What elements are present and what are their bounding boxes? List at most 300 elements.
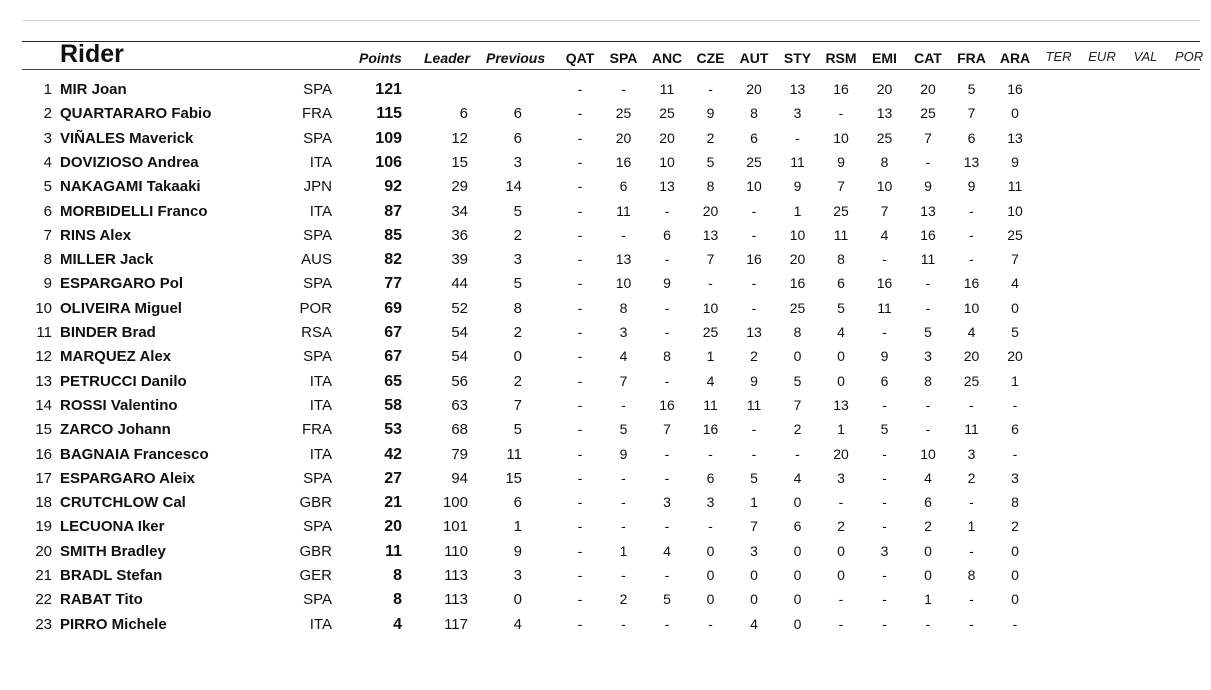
race-result-fra: -: [969, 226, 974, 243]
race-result-cat: 3: [924, 348, 932, 365]
gap-to-leader: 113: [444, 567, 468, 584]
rider-position: 13: [35, 372, 52, 390]
rider-points: 4: [393, 615, 402, 633]
race-result-fra: 9: [967, 178, 976, 195]
race-result-fra: 25: [963, 372, 980, 389]
race-result-ara: 0: [1011, 567, 1019, 583]
race-result-qat: -: [577, 421, 583, 438]
race-result-sty: 6: [793, 518, 802, 535]
gap-to-leader: 54: [451, 324, 468, 341]
race-result-spa: -: [621, 567, 626, 583]
rider-name: PETRUCCI Danilo: [60, 372, 187, 390]
rider-position: 4: [43, 153, 52, 171]
race-result-emi: 8: [880, 153, 889, 170]
table-row: [0, 82, 1200, 106]
table-row: [0, 398, 1200, 422]
race-result-ara: 0: [1011, 591, 1019, 608]
race-result-spa: -: [621, 81, 626, 97]
gap-to-leader: 36: [451, 226, 468, 244]
header-underline: [22, 69, 1200, 70]
race-result-rsm: 9: [837, 153, 845, 170]
race-result-aut: -: [751, 202, 757, 219]
rider-position: 20: [35, 542, 52, 560]
race-header-cze: CZE: [696, 50, 725, 66]
rider-nation: SPA: [303, 469, 332, 487]
gap-to-leader: 52: [451, 299, 468, 317]
race-result-sty: 0: [793, 591, 802, 608]
race-header-rsm: RSM: [825, 50, 857, 66]
rider-nation: FRA: [302, 421, 332, 439]
rider-points: 69: [384, 299, 402, 317]
race-result-spa: 11: [616, 202, 631, 219]
rider-nation: SPA: [303, 518, 332, 536]
rider-nation: RSA: [301, 324, 332, 341]
race-result-cze: 3: [706, 494, 715, 511]
race-result-rsm: 5: [837, 299, 845, 316]
rider-position: 7: [43, 226, 52, 244]
rider-position: 10: [35, 299, 52, 317]
table-row: [0, 301, 1200, 325]
race-result-spa: 13: [615, 251, 632, 268]
race-result-spa: 4: [619, 348, 628, 365]
race-result-rsm: 20: [833, 445, 849, 462]
gap-to-previous: 5: [513, 421, 522, 439]
race-result-qat: -: [577, 396, 583, 413]
race-result-cze: 4: [706, 372, 715, 389]
race-result-emi: 6: [880, 372, 889, 389]
race-result-aut: 6: [750, 129, 758, 146]
race-result-aut: 0: [750, 591, 758, 608]
race-result-emi: -: [882, 494, 887, 511]
race-result-emi: -: [882, 591, 887, 608]
gap-to-leader: 94: [451, 469, 468, 487]
top-divider: [22, 20, 1200, 21]
race-result-aut: 3: [750, 542, 758, 559]
table-row: [0, 325, 1200, 349]
race-result-cze: 25: [702, 324, 719, 340]
race-result-emi: 4: [880, 226, 889, 243]
table-row: [0, 617, 1200, 641]
race-result-cze: -: [708, 275, 713, 292]
rider-nation: JPN: [303, 178, 332, 196]
race-result-fra: 1: [967, 518, 976, 535]
rider-points: 121: [375, 81, 402, 98]
race-result-sty: 20: [789, 251, 806, 268]
race-result-aut: 4: [750, 615, 758, 632]
race-result-qat: -: [577, 324, 583, 340]
gap-to-previous: 2: [513, 324, 522, 341]
gap-to-previous: 5: [513, 275, 522, 293]
race-result-sty: 0: [793, 567, 802, 583]
race-result-spa: -: [621, 615, 626, 632]
race-result-aut: 7: [750, 518, 758, 535]
race-result-rsm: 0: [837, 372, 845, 389]
race-result-rsm: 3: [837, 469, 845, 486]
rider-name: DOVIZIOSO Andrea: [60, 153, 199, 171]
race-result-qat: -: [577, 591, 583, 608]
race-result-fra: -: [969, 591, 974, 608]
race-result-anc: 8: [663, 348, 671, 365]
race-result-cze: 16: [702, 421, 719, 438]
race-result-rsm: 13: [833, 396, 849, 413]
race-result-anc: -: [664, 202, 670, 219]
rider-position: 3: [43, 129, 52, 147]
race-result-sty: 1: [793, 202, 802, 219]
rider-position: 22: [35, 591, 52, 609]
gap-to-previous: 2: [513, 372, 522, 390]
race-result-fra: 4: [967, 324, 976, 340]
race-result-aut: 20: [746, 81, 762, 97]
race-result-spa: 9: [619, 445, 628, 462]
race-result-cat: 7: [924, 129, 932, 146]
race-result-cze: -: [708, 81, 713, 97]
race-result-rsm: -: [838, 591, 844, 608]
race-result-ara: 11: [1007, 178, 1023, 195]
gap-to-leader: 29: [451, 178, 468, 196]
race-result-ara: 20: [1007, 348, 1023, 365]
race-result-spa: 6: [619, 178, 628, 195]
rider-name: MARQUEZ Alex: [60, 348, 172, 366]
rider-nation: ITA: [309, 396, 332, 414]
gap-to-leader: 101: [442, 518, 468, 536]
leader-column-header: Leader: [424, 50, 470, 66]
race-result-cat: 4: [924, 469, 932, 486]
race-result-spa: -: [621, 518, 626, 535]
rider-position: 15: [35, 421, 52, 439]
race-result-fra: 11: [964, 421, 979, 438]
race-result-sty: 0: [793, 542, 802, 559]
race-result-aut: 25: [746, 153, 762, 170]
race-result-spa: 10: [615, 275, 632, 292]
race-result-rsm: 0: [837, 542, 845, 559]
rider-position: 23: [35, 615, 52, 633]
race-result-cat: 20: [920, 81, 936, 97]
race-result-emi: 3: [880, 542, 889, 559]
race-result-qat: -: [577, 275, 583, 292]
previous-column-header: Previous: [486, 50, 546, 66]
race-result-cat: 5: [924, 324, 932, 340]
race-header-aut: AUT: [739, 50, 769, 66]
race-result-anc: 13: [659, 178, 675, 195]
race-result-aut: -: [751, 445, 757, 462]
race-result-qat: -: [577, 372, 583, 389]
race-result-rsm: 11: [833, 226, 849, 243]
race-header-emi: EMI: [872, 50, 897, 66]
race-header-spa: SPA: [609, 50, 638, 66]
rider-name: BAGNAIA Francesco: [60, 445, 209, 463]
race-result-spa: 1: [619, 542, 628, 559]
race-result-spa: 8: [619, 299, 628, 316]
race-result-qat: -: [577, 129, 583, 146]
table-row: [0, 252, 1200, 276]
race-result-spa: 7: [619, 372, 628, 389]
race-result-aut: 16: [746, 251, 762, 268]
gap-to-leader: 100: [442, 494, 468, 512]
rider-name: PIRRO Michele: [60, 615, 167, 633]
table-row: [0, 228, 1200, 252]
race-result-sty: 7: [793, 396, 802, 413]
future-race-header-val: VAL: [1133, 49, 1158, 64]
race-result-ara: 5: [1011, 324, 1019, 340]
race-result-fra: 20: [963, 348, 980, 365]
race-result-cze: 20: [702, 202, 719, 219]
rider-position: 1: [43, 81, 52, 98]
race-result-ara: -: [1012, 445, 1018, 462]
race-result-anc: 9: [663, 275, 671, 292]
race-result-cze: -: [708, 518, 713, 535]
race-result-qat: -: [577, 251, 583, 268]
rider-nation: GBR: [299, 494, 332, 512]
table-row: [0, 592, 1200, 616]
gap-to-previous: 11: [506, 445, 522, 463]
table-row: [0, 276, 1200, 300]
gap-to-previous: 2: [513, 226, 522, 244]
rider-name: NAKAGAMI Takaaki: [60, 178, 201, 196]
race-result-aut: 8: [750, 105, 758, 122]
race-result-sty: 8: [793, 324, 802, 340]
race-result-rsm: 25: [833, 202, 849, 219]
gap-to-leader: 110: [444, 542, 468, 560]
gap-to-leader: 63: [451, 396, 468, 414]
rider-position: 8: [43, 251, 52, 269]
race-result-anc: 25: [659, 105, 675, 122]
rider-name: MILLER Jack: [60, 251, 154, 269]
race-result-cat: 16: [920, 226, 936, 243]
race-result-rsm: 1: [837, 421, 845, 438]
race-result-cat: -: [925, 421, 931, 438]
rider-name: SMITH Bradley: [60, 542, 166, 560]
rider-nation: SPA: [303, 129, 332, 147]
race-result-cat: 11: [920, 251, 936, 268]
table-row: [0, 447, 1200, 471]
race-result-ara: 3: [1011, 469, 1019, 486]
race-result-cat: 10: [920, 445, 936, 462]
rider-name: RINS Alex: [60, 226, 132, 244]
race-result-spa: -: [621, 396, 626, 413]
table-row: [0, 471, 1200, 495]
rider-position: 19: [35, 518, 52, 536]
table-row: [0, 544, 1200, 568]
race-result-sty: 9: [793, 178, 802, 195]
race-result-sty: 5: [793, 372, 802, 389]
race-result-anc: -: [664, 518, 670, 535]
race-result-cze: 7: [706, 251, 715, 268]
race-result-ara: 7: [1011, 251, 1019, 268]
rider-position: 12: [35, 348, 52, 366]
race-result-qat: -: [577, 226, 583, 243]
rider-position: 5: [43, 178, 52, 196]
race-result-ara: -: [1012, 396, 1018, 413]
future-race-header-por: POR: [1174, 49, 1204, 64]
table-row: [0, 204, 1200, 228]
race-result-ara: 0: [1011, 105, 1019, 122]
race-result-spa: 5: [619, 421, 628, 438]
race-result-fra: 13: [963, 153, 980, 170]
table-row: [0, 568, 1200, 592]
race-result-qat: -: [577, 494, 583, 511]
race-result-emi: 5: [880, 421, 889, 438]
race-result-spa: -: [621, 226, 626, 243]
race-result-aut: 13: [746, 324, 762, 340]
race-result-aut: 0: [750, 567, 758, 583]
race-result-aut: 11: [746, 396, 762, 413]
race-result-aut: 2: [750, 348, 758, 365]
rider-position: 18: [35, 494, 52, 512]
race-result-qat: -: [577, 105, 583, 122]
race-result-ara: -: [1012, 615, 1018, 632]
race-result-cat: 25: [920, 105, 936, 122]
rider-points: 27: [384, 469, 402, 487]
race-result-sty: 16: [789, 275, 806, 292]
race-header-anc: ANC: [651, 50, 683, 66]
race-result-cat: 2: [924, 518, 932, 535]
rider-nation: SPA: [303, 81, 332, 98]
gap-to-leader: 15: [451, 153, 468, 171]
race-result-qat: -: [577, 567, 583, 583]
gap-to-previous: 1: [513, 518, 522, 536]
rider-name: BINDER Brad: [60, 324, 156, 341]
table-row: [0, 495, 1200, 519]
race-result-aut: 10: [746, 178, 762, 195]
race-result-rsm: 6: [837, 275, 845, 292]
race-result-rsm: 8: [837, 251, 845, 268]
rider-name: MIR Joan: [60, 81, 127, 98]
race-result-cat: 1: [924, 591, 932, 608]
rider-name: RABAT Tito: [60, 591, 143, 609]
rider-position: 9: [43, 275, 52, 293]
race-result-emi: -: [882, 615, 887, 632]
race-result-cat: 0: [924, 542, 932, 559]
rider-nation: POR: [299, 299, 332, 317]
gap-to-leader: 68: [451, 421, 468, 439]
rider-nation: SPA: [303, 275, 332, 293]
rider-points: 67: [384, 324, 402, 341]
race-result-rsm: -: [838, 494, 844, 511]
race-result-cat: -: [925, 275, 931, 292]
rider-name: MORBIDELLI Franco: [60, 202, 208, 220]
race-result-rsm: 10: [833, 129, 849, 146]
race-result-aut: 1: [750, 494, 758, 511]
table-row: [0, 349, 1200, 373]
race-result-emi: -: [882, 251, 887, 268]
race-result-qat: -: [577, 445, 583, 462]
race-result-emi: -: [882, 445, 887, 462]
rider-name: VIÑALES Maverick: [60, 129, 194, 147]
rider-points: 67: [384, 348, 402, 366]
rider-points: 8: [393, 567, 402, 584]
race-result-fra: -: [969, 251, 974, 268]
race-result-qat: -: [577, 153, 583, 170]
rider-nation: ITA: [309, 202, 332, 220]
race-result-emi: -: [882, 396, 887, 413]
race-result-anc: 16: [659, 396, 675, 413]
race-result-emi: 16: [876, 275, 893, 292]
race-result-anc: 3: [663, 494, 671, 511]
gap-to-previous: 3: [513, 153, 522, 171]
race-result-emi: 11: [877, 299, 892, 316]
race-result-anc: 10: [659, 153, 675, 170]
rider-position: 6: [43, 202, 52, 220]
race-result-rsm: 0: [837, 348, 845, 365]
race-result-anc: -: [664, 615, 670, 632]
race-result-cze: 9: [706, 105, 715, 122]
race-result-aut: -: [751, 299, 757, 316]
race-header-sty: STY: [783, 50, 812, 66]
race-result-anc: 20: [659, 129, 675, 146]
table-row: [0, 422, 1200, 446]
race-result-cat: 6: [924, 494, 932, 511]
rider-nation: SPA: [303, 591, 332, 609]
race-result-qat: -: [577, 178, 583, 195]
race-result-emi: 7: [880, 202, 889, 219]
gap-to-leader: 54: [451, 348, 468, 366]
rider-name: BRADL Stefan: [60, 567, 163, 584]
race-result-fra: -: [969, 202, 974, 219]
race-result-anc: -: [664, 469, 670, 486]
rider-name: CRUTCHLOW Cal: [60, 494, 186, 512]
race-result-fra: 2: [967, 469, 976, 486]
header-top-rule: [22, 41, 1200, 42]
race-result-qat: -: [577, 542, 583, 559]
gap-to-previous: 7: [513, 396, 522, 414]
race-result-ara: 13: [1007, 129, 1023, 146]
rider-points: 21: [384, 494, 402, 512]
rider-name: ROSSI Valentino: [60, 396, 178, 414]
race-result-cat: -: [925, 615, 931, 632]
gap-to-previous: 8: [513, 299, 522, 317]
gap-to-leader: 117: [444, 615, 468, 633]
race-result-ara: 0: [1011, 299, 1019, 316]
race-result-cat: 9: [924, 178, 932, 195]
rider-points: 106: [375, 153, 402, 171]
gap-to-leader: 12: [451, 129, 468, 147]
rider-name: OLIVEIRA Miguel: [60, 299, 182, 317]
race-result-cze: 10: [702, 299, 719, 316]
rider-position: 11: [36, 324, 52, 341]
rider-nation: ITA: [309, 615, 332, 633]
race-result-qat: -: [577, 518, 583, 535]
gap-to-previous: 0: [513, 591, 522, 609]
race-result-ara: 2: [1011, 518, 1019, 535]
gap-to-previous: 6: [513, 494, 522, 512]
rider-points: 65: [384, 372, 402, 390]
race-result-anc: -: [664, 567, 670, 583]
rider-points: 85: [384, 226, 402, 244]
race-result-emi: -: [882, 567, 887, 583]
rider-points: 20: [384, 518, 402, 536]
race-result-fra: 7: [967, 105, 976, 122]
race-result-sty: 11: [790, 153, 805, 170]
race-result-cze: 8: [706, 178, 715, 195]
rider-points: 53: [384, 421, 402, 439]
rider-nation: ITA: [309, 153, 332, 171]
race-result-anc: 6: [663, 226, 671, 243]
gap-to-previous: 3: [513, 567, 522, 584]
rider-name: ESPARGARO Pol: [60, 275, 184, 293]
race-result-ara: 9: [1011, 153, 1019, 170]
gap-to-previous: 9: [513, 542, 522, 560]
race-result-qat: -: [577, 469, 583, 486]
rider-name: ZARCO Johann: [60, 421, 171, 439]
race-result-sty: -: [795, 129, 800, 146]
race-result-cze: -: [708, 615, 713, 632]
race-result-aut: -: [751, 275, 757, 292]
race-result-sty: 0: [793, 494, 802, 511]
rider-position: 14: [35, 396, 52, 414]
future-race-header-ter: TER: [1045, 49, 1072, 64]
race-result-anc: 7: [663, 421, 671, 438]
future-race-header-eur: EUR: [1088, 49, 1116, 64]
